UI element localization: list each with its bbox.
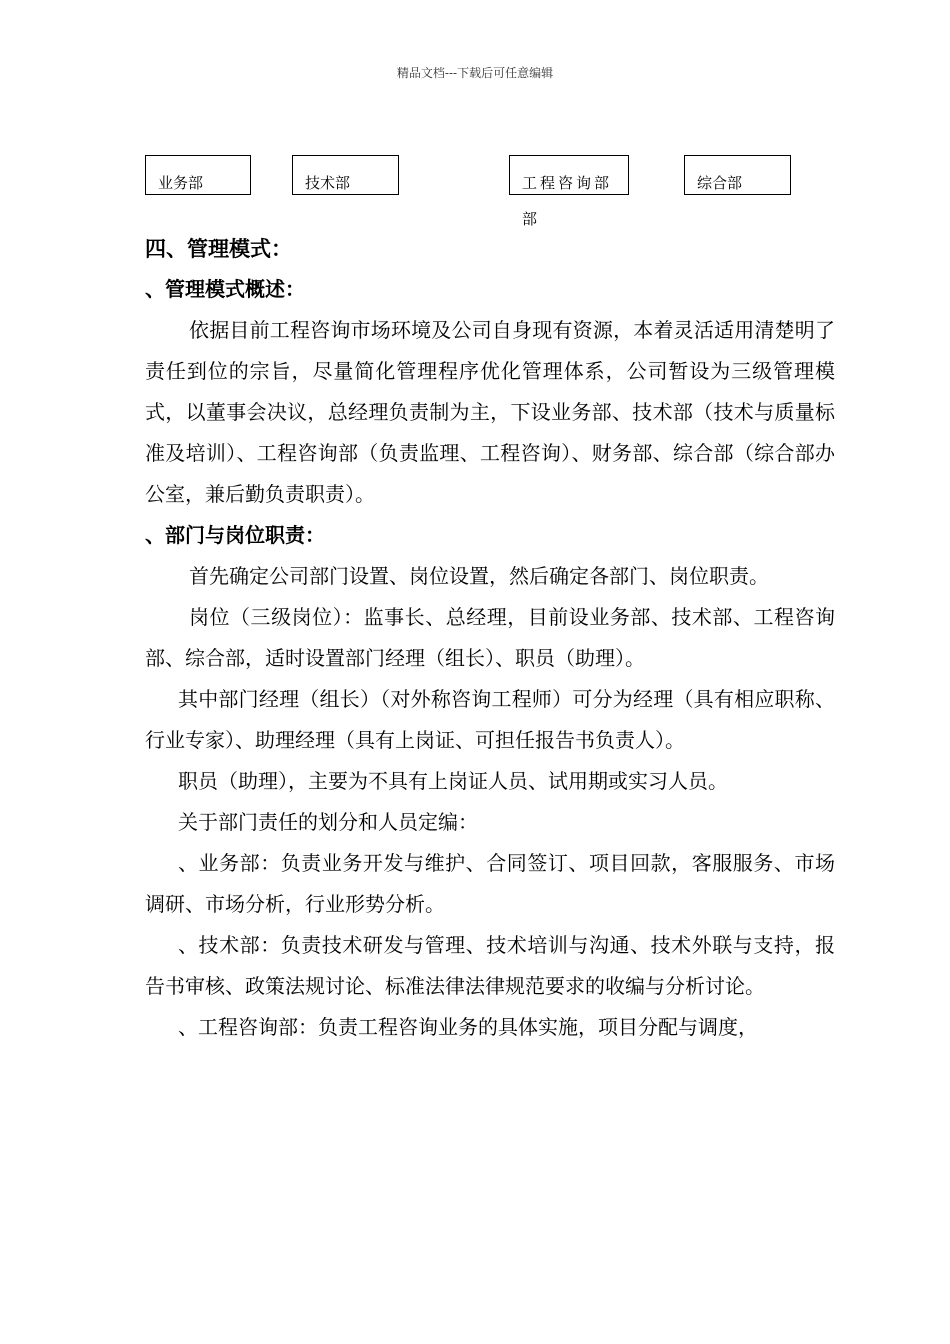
duties-paragraph-3: 其中部门经理（组长）（对外称咨询工程师）可分为经理（具有相应职称、行业专家）、助理经理（具有上岗证、可担任报告书负责人）。 <box>145 687 835 752</box>
duties-paragraph-business: 、业务部：负责业务开发与维护、合同签订、项目回款，客服服务、市场调研、市场分析，行业形势分析。 <box>145 851 835 916</box>
duties-paragraph-technical: 、技术部：负责技术研发与管理、技术培训与沟通、技术外联与支持，报告书审核、政策法规讨论、标准法律法律规范要求的收编与分析讨论。 <box>145 933 835 998</box>
subsection-duties-title: 、部门与岗位职责： <box>145 523 325 547</box>
overview-paragraph: 依据目前工程咨询市场环境及公司自身现有资源，本着灵活适用清楚明了责任到位的宗旨，尽量简化管理程序优化管理体系，公司暂设为三级管理模式，以董事会决议，总经理负责制为主，下设业务部、技术部（技术与质量标准及培训）、工程咨询部（负责监理、工程咨询）、财务部、综合部（综合部办公室，兼后勤负责职责）。 <box>145 318 835 506</box>
section-4-title: 四、管理模式： <box>145 236 292 261</box>
org-box-general: 综合部 <box>684 155 791 195</box>
org-box-business: 业务部 <box>145 155 251 195</box>
org-box-technical: 技术部 <box>292 155 399 195</box>
duties-paragraph-consulting: 、工程咨询部：负责工程咨询业务的具体实施，项目分配与调度， <box>178 1015 758 1039</box>
duties-paragraph-5: 关于部门责任的划分和人员定编： <box>178 810 478 834</box>
org-box-consulting-overflow: 部 <box>522 210 538 228</box>
document-body <box>145 228 835 1048</box>
duties-paragraph-1: 首先确定公司部门设置、岗位设置，然后确定各部门、岗位职责。 <box>189 564 769 588</box>
org-box-consulting: 工程咨询部 <box>509 155 629 195</box>
duties-paragraph-2: 岗位（三级岗位）：监事长、总经理，目前设业务部、技术部、工程咨询部、综合部，适时设置部门经理（组长）、职员（助理）。 <box>145 605 835 670</box>
duties-paragraph-4: 职员（助理），主要为不具有上岗证人员、试用期或实习人员。 <box>178 769 728 793</box>
subsection-overview-title: 、管理模式概述： <box>145 277 305 301</box>
page-header: 精品文档---下载后可任意编辑 <box>396 66 554 80</box>
